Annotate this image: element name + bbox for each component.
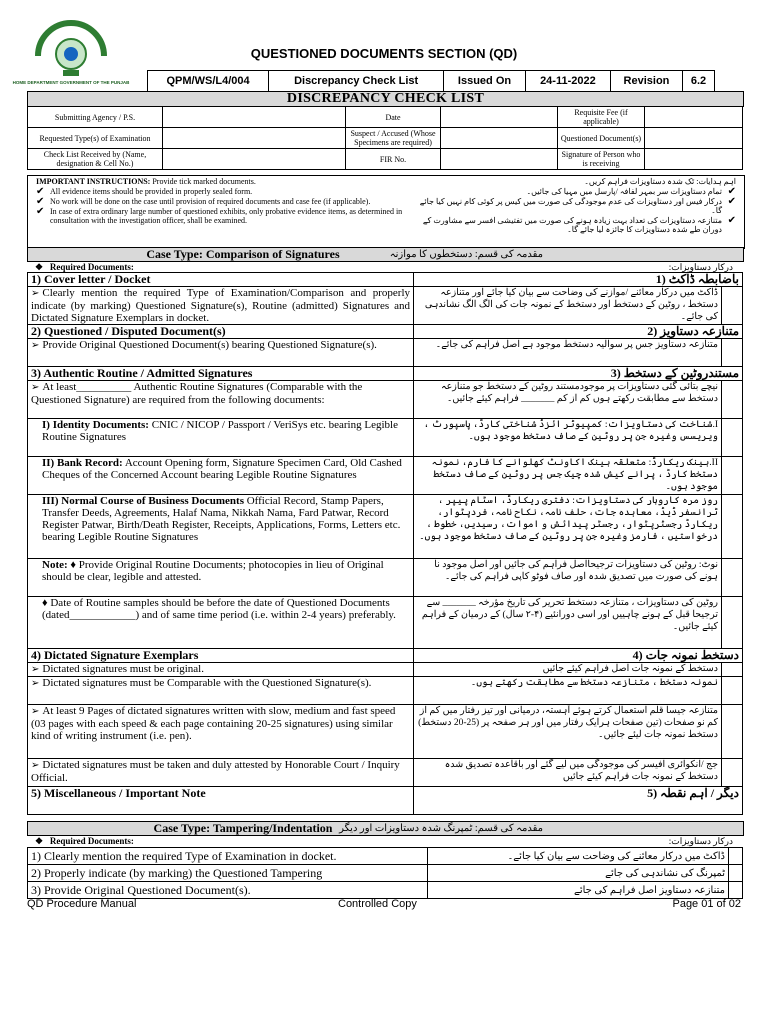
received-label: Check List Received by (Name, designation & Cell No.) <box>28 149 163 170</box>
row-text: Dictated signatures must be Comparable with the Questioned Signature(s). <box>42 677 372 689</box>
doc-name: Discrepancy Check List <box>269 71 444 92</box>
row-text-ur: متنازعہ دستاویز جس پر سوالیہ دستخط موجود ہے اصل فراہم کی جائے۔ <box>414 339 722 367</box>
submitting-label: Submitting Agency / P.S. <box>28 107 163 128</box>
suspect-field[interactable] <box>441 128 558 149</box>
arrow-icon: ➢ <box>31 706 40 717</box>
section-dictated-signatures: 4) Dictated Signature Exemplars <box>28 649 414 663</box>
issued-label: Issued On <box>444 71 526 92</box>
tampering-item-ur: ڈاکٹ میں درکار معائنے کی وضاحت سے بیان کیا جائے۔ <box>428 848 729 865</box>
tampering-requirements-table <box>27 847 743 899</box>
questioned-field[interactable] <box>645 128 743 149</box>
signature-label: Signature of Person who is receiving <box>558 149 645 170</box>
required-label: Required Documents: <box>49 262 134 272</box>
section-questioned-document-ur: متنازعہ دستاویز (2 <box>414 325 743 339</box>
case-type-title: Case Type: Comparison of Signatures <box>146 247 340 261</box>
case-type-title-ur: مقدمہ کی قسم: ٹمپرنگ شدہ دستاویزات اور دیگر <box>339 823 543 834</box>
questioned-label: Questioned Document(s) <box>558 128 645 149</box>
check-icon: ✔ <box>36 186 45 197</box>
tampering-item: 3) Provide Original Questioned Document(s). <box>28 882 428 899</box>
row-text-ur: روز مرہ کاروبار کی دستاویزات: دفتری ریکارڈ، اسٹام پیپر ، ٹرانسفر ڈیڈ، معاہدہ جات، حلف نامہ، نکاح نامہ، فردپٹوار، ریکارڈ رجسٹرپٹوار، رجسٹر پیدائش و اموات، رسیدیں، خطوط ، درخواستیں ، فارمز وغیرہ جن پر روٹین کے صاف دستخط موجود ہوں۔ <box>414 495 722 559</box>
row-text-ur: نیچے بتائی گئی دستاویزات پر موجودمستند روٹین کے دستخط جو متنازعہ دستخط سے مطابقت رکھتے ہوں کم از کم _______ فراہم کیئے جائیں۔ <box>414 381 722 419</box>
row-text-ur: I.شناخت کی دستاویزات: کمپیوٹر ائزڈ شناختی کارڈ، پاسپورٹ ، ویریسس وغیرہ جن پر روٹین کے صاف دستخط موجود ہوں۔ <box>414 419 722 457</box>
row-text-ur: ڈاکٹ میں درکار معائنے /موازنے کی وضاحت سے بیان کیا جائے اور متنازعہ دستخط ، روٹین کے دستخط اور دستخط کے نمونہ جات کی الگ الگ نشاندہی کی جائے۔ <box>414 287 722 325</box>
row-text-ur: دستخط کے نمونہ جات اصل فراہم کیئے جائیں <box>414 663 722 677</box>
checkbox-cell[interactable] <box>722 705 743 759</box>
fee-label: Requisite Fee (if applicable) <box>558 107 645 128</box>
note-label: Note: <box>42 559 68 571</box>
check-icon: ✔ <box>727 186 736 197</box>
checkbox-cell[interactable] <box>722 495 743 559</box>
required-label-ur: درکار دستاویزات: <box>668 836 733 846</box>
footer-page-number: Page 01 of 02 <box>672 898 741 910</box>
check-icon: ✔ <box>727 196 736 207</box>
tampering-item-ur: متنازعہ دستاویز اصل فراہم کی جائے <box>428 882 729 899</box>
section-dictated-signatures-ur: دستخط نمونہ جات (4 <box>414 649 743 663</box>
checkbox-cell[interactable] <box>722 677 743 705</box>
instruction-item: No work will be done on the case until provision of required documents and case fee (if applicable). <box>50 197 371 206</box>
checkbox-cell[interactable] <box>722 287 743 325</box>
row-text-ur: متنازعہ جیسا قلم استعمال کرتے ہوئے آہستہ، درمیانی اور تیز رفتار میں کم از کم نو صفحات (تین صفحات ہرایک رفتار میں اور ہر صفحہ پر (25-20 دستخط) دستخط نمونہ جات لیئے جائیں۔ <box>414 705 722 759</box>
arrow-icon: ➢ <box>31 288 40 299</box>
date-label: Date <box>346 107 441 128</box>
document-meta-table <box>147 70 715 92</box>
business-documents-label: III) Normal Course of Business Documents <box>42 495 244 507</box>
row-text: At least__________ Authentic Routine Signatures (Comparable with the Questioned Signature) are required from the following documents: <box>31 381 363 406</box>
instruction-item-ur: تمام دستاویزات سر بمہر لفافہ /پارسل میں مہیا کی جائیں۔ <box>526 187 722 196</box>
checkbox-cell[interactable] <box>729 882 743 899</box>
check-icon: ✔ <box>727 215 736 226</box>
row-text: CNIC / NICOP / Passport / VeriSys etc. bearing Legible Routine Signatures <box>42 419 398 443</box>
required-label: Required Documents: <box>49 836 134 846</box>
row-text-ur: روٹین کی دستاویزات ، متنازعہ دستخط تحریر کی تاریخ مؤرخہ _______ سے ترجیحا قبل کے ہونے چاہییں اور اسی دورانئیے (۴-۲ سال) کے درمیان کے فراہم کیئے جائیں۔ <box>414 597 722 649</box>
instruction-item: All evidence items should be provided in properly sealed form. <box>50 187 253 196</box>
instruction-item-ur: متنازعہ دستاویزات کی تعداد بہت زیادہ ہونے کی صورت میں تفتیشی افسر سے مشاورت کے دوران طے شدہ دستاویزات کا جائزہ لیا جائے گا۔ <box>422 216 722 234</box>
required-documents-header <box>27 835 743 847</box>
identity-documents-label: I) Identity Documents: <box>42 419 149 431</box>
checkbox-cell[interactable] <box>722 457 743 495</box>
page-title: DISCREPANCY CHECK LIST <box>27 91 744 107</box>
section-cover-letter: 1) Cover letter / Docket <box>28 273 414 287</box>
bank-record-label: II) Bank Record: <box>42 457 123 469</box>
row-text: Account Opening form, Signature Specimen Card, Old Cashed Cheques of the Concerned Account bearing Legible Routine Signatures <box>42 457 402 481</box>
checkbox-cell[interactable] <box>722 339 743 367</box>
diamond-icon: ❖ <box>35 836 44 846</box>
instructions-box <box>27 175 745 249</box>
fee-field[interactable] <box>645 107 743 128</box>
signature-requirements-table <box>27 272 743 815</box>
row-text-ur: II.بینک ریکارڈ: متعلقہ بینک اکاونٹ کھلوانے کا فارم، نمونہ دستخط کارڈ ، پرانے کیش شدہ چیک جس پر روٹین کے صاف دستخط موجود ہوں۔ <box>414 457 722 495</box>
row-text: ♦ Provide Original Routine Documents; photocopies in lieu of Original should be clear, legible and attested. <box>42 559 384 583</box>
section-cover-letter-ur: باضابطہ ڈاکٹ (1 <box>414 273 743 287</box>
revision-label: Revision <box>610 71 682 92</box>
row-text: Provide Original Questioned Document(s) bearing Questioned Signature(s). <box>42 339 377 351</box>
checkbox-cell[interactable] <box>722 559 743 597</box>
received-field[interactable] <box>163 149 346 170</box>
footer-manual: QD Procedure Manual <box>27 898 137 910</box>
footer-controlled-copy: Controlled Copy <box>338 898 417 910</box>
section-routine-signatures-ur: مستندروٹین کے دستخط (3 <box>414 367 743 381</box>
arrow-icon: ➢ <box>31 760 40 771</box>
arrow-icon: ➢ <box>31 382 40 393</box>
arrow-icon: ➢ <box>31 664 40 675</box>
row-text: At least 9 Pages of dictated signatures written with slow, medium and fast speed (03 pages with each speed & each page containing 20-25 signatures) using similar kind of writing instrument (i.e. pen). <box>31 705 396 742</box>
tampering-item-ur: ٹمپرنگ کی نشاندہی کی جائے <box>428 865 729 882</box>
tampering-item: 1) Clearly mention the required Type of Examination in docket. <box>28 848 428 865</box>
checkbox-cell[interactable] <box>729 865 743 882</box>
checkbox-cell[interactable] <box>722 597 743 649</box>
section-miscellaneous: 5) Miscellaneous / Important Note <box>28 787 414 815</box>
section-questioned-document: 2) Questioned / Disputed Document(s) <box>28 325 414 339</box>
instructions-heading: IMPORTANT INSTRUCTIONS: <box>36 177 151 186</box>
row-text: ♦ Date of Routine samples should be before the date of Questioned Documents (dated____________) and of same time period (i.e. within 2-4 years) preferably. <box>28 597 414 649</box>
tampering-item: 2) Properly indicate (by marking) the Questioned Tampering <box>28 865 428 882</box>
case-type-signatures-bar <box>27 247 744 262</box>
case-type-tampering-bar <box>27 821 744 836</box>
row-text: Dictated signatures must be taken and duly attested by Honorable Court / Inquiry Official. <box>31 759 400 784</box>
fir-label: FIR No. <box>346 149 441 170</box>
required-label-ur: درکار دستاویزات: <box>668 262 733 272</box>
suspect-label: Suspect / Accused (Whose Specimens are required) <box>346 128 441 149</box>
case-info-table <box>27 106 743 170</box>
row-text-ur: جج /انکوائری افیسر کی موجودگی میں لیے گئے اور باقاعدہ تصدیق شدہ دستخط کے نمونہ جات فراہم کیئے جائیں <box>414 759 722 787</box>
check-icon: ✔ <box>36 196 45 207</box>
issued-date: 24-11-2022 <box>525 71 610 92</box>
instructions-heading-ur: اہم ہدایات: ٹک شدہ دستاویزات فراہم کریں۔ <box>584 177 736 186</box>
row-text: Official Record, Stamp Papers, Transfer Deeds, Agreements, Halaf Nama, Nikkah Nama, Fard Patwar, Record Register Patwar, Birth/Death Register, Receipts, Applications, Forms, Letters etc. bearing Legible Routine Signatures <box>42 495 401 543</box>
row-text: Dictated signatures must be original. <box>42 663 204 675</box>
check-icon: ✔ <box>36 206 45 217</box>
section-miscellaneous-ur: دیگر / اہم نقطہ (5 <box>414 787 743 815</box>
revision-value: 6.2 <box>683 71 715 92</box>
checkbox-cell[interactable] <box>722 759 743 787</box>
arrow-icon: ➢ <box>31 340 40 351</box>
requested-field[interactable] <box>163 128 346 149</box>
section-routine-signatures: 3) Authentic Routine / Admitted Signatures <box>28 367 414 381</box>
case-type-title: Case Type: Tampering/Indentation <box>153 821 333 835</box>
date-field[interactable] <box>441 107 558 128</box>
svg-text:HOME DEPARTMENT GOVERNMENT OF: HOME DEPARTMENT GOVERNMENT OF THE PUNJAB <box>12 80 130 85</box>
submitting-field[interactable] <box>163 107 346 128</box>
instruction-item: In case of extra ordinary large number of questioned exhibits, only probative evidence items, as determined in consultation with the investigation officer, shall be examined. <box>50 207 403 225</box>
checkbox-cell[interactable] <box>722 663 743 677</box>
case-type-title-ur: مقدمہ کی قسم: دستخطوں کا موازنہ <box>389 249 543 260</box>
arrow-icon: ➢ <box>31 678 40 689</box>
row-text-ur: نمونہ دستخط ، متنازعہ دستخط سے مطابقت رکھتے ہوں۔ <box>414 677 722 705</box>
doc-code: QPM/WS/L4/004 <box>148 71 269 92</box>
checkbox-cell[interactable] <box>722 419 743 457</box>
row-text: Clearly mention the required Type of Examination/Comparison and properly indicate (by marking) Questioned Signature(s), Routine (admitted) Signatures and Dictated Signature Exemplars in docket. <box>31 287 410 324</box>
diamond-icon: ❖ <box>35 262 44 272</box>
section-title: QUESTIONED DOCUMENTS SECTION (QD) <box>250 46 518 61</box>
signature-field[interactable] <box>645 149 743 170</box>
instructions-heading-rest: Provide tick marked documents. <box>152 177 256 186</box>
requested-label: Requested Type(s) of Examination <box>28 128 163 149</box>
checkbox-cell[interactable] <box>722 381 743 419</box>
instruction-item-ur: درکار فیس اور دستاویزات کی عدم موجودگی کی صورت میں کیس پر کوئی کام نہیں کیا جائے گا۔ <box>419 197 722 215</box>
checkbox-cell[interactable] <box>729 848 743 865</box>
fir-field[interactable] <box>441 149 558 170</box>
row-text-ur: نوٹ: روٹین کی دستاویزات ترجیحااصل فراہم کی جائیں اور اصل موجود نا ہونے کی صورت میں تصدیق شدہ اور صاف فوٹو کاپی فراہم کی جائے۔ <box>414 559 722 597</box>
